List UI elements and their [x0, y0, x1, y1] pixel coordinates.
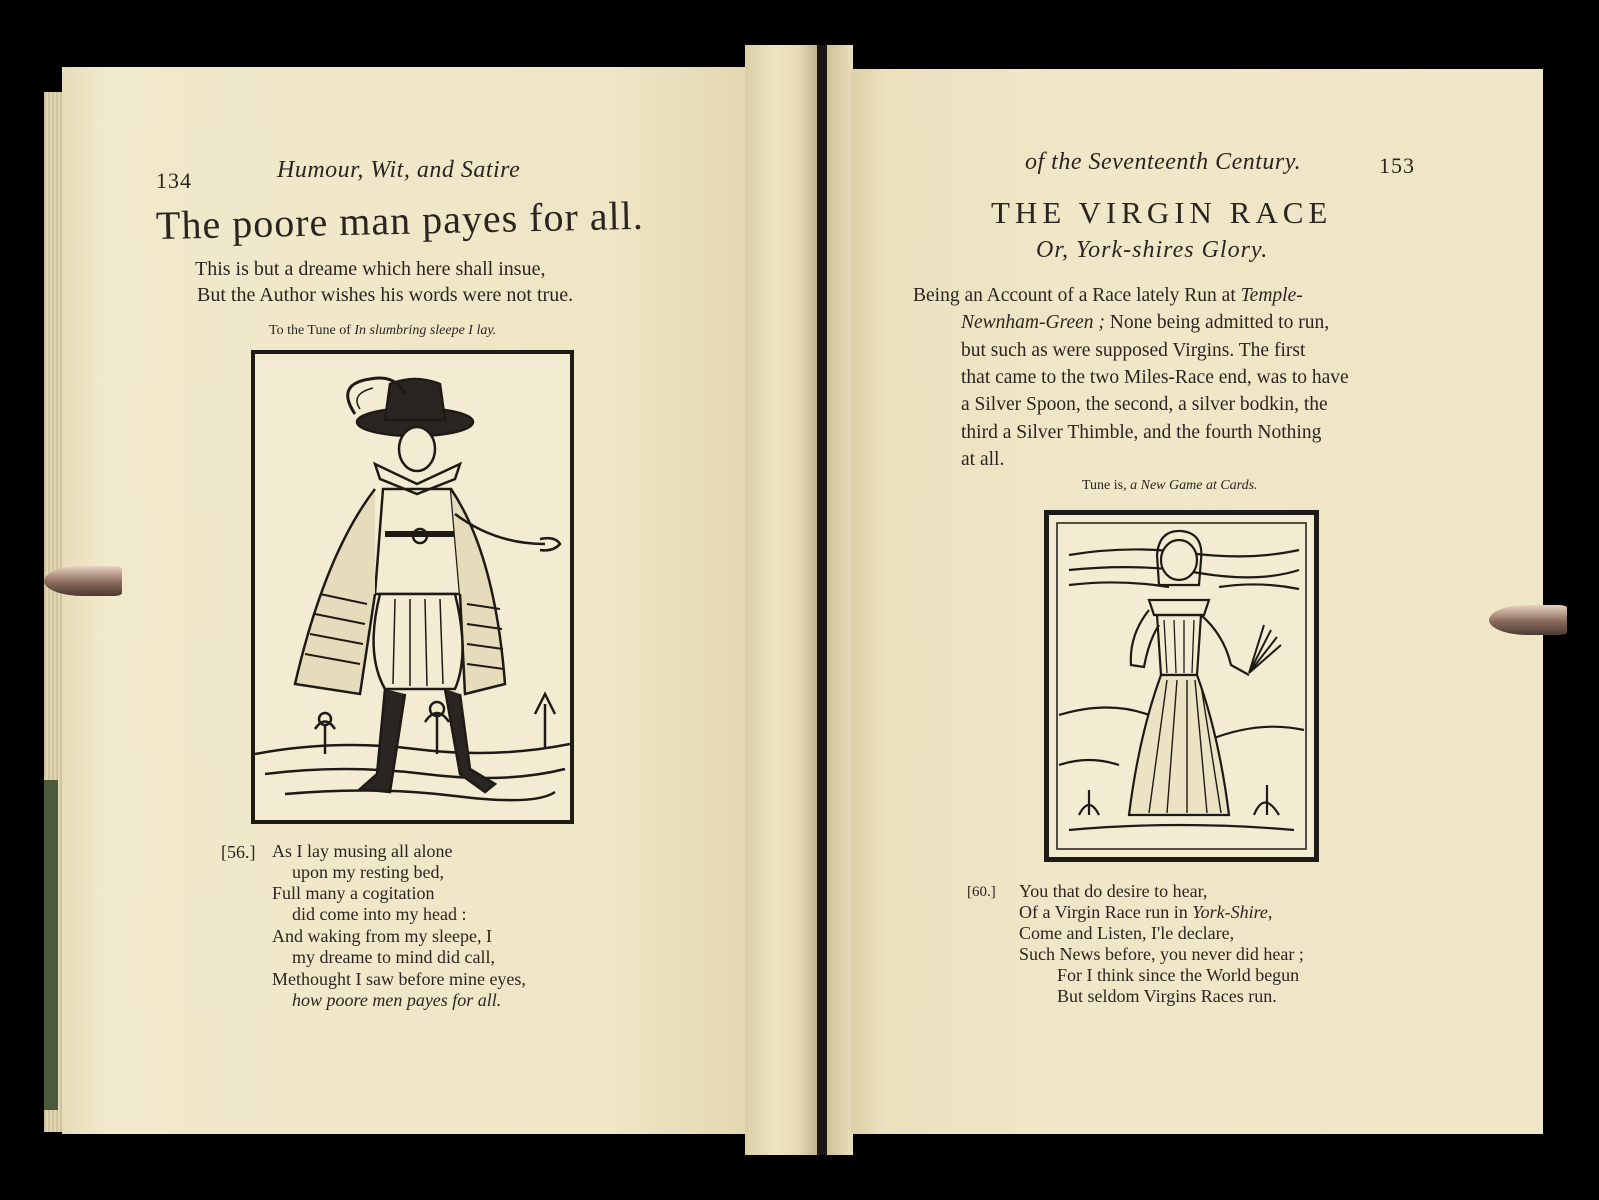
right-verse-line-4: Such News before, you never did hear ;: [1019, 944, 1304, 964]
page-clip-left: [44, 566, 122, 596]
left-folio: 134: [156, 168, 192, 193]
right-verse-line-2-italic: York-Shire,: [1192, 902, 1273, 922]
woodcut-gentleman-illustration: [255, 354, 570, 820]
left-verse-line-8: how poore men payes for all.: [292, 990, 502, 1010]
gutter-right-fold: [827, 45, 853, 1155]
right-verse-number: [60.]: [967, 884, 996, 900]
woodcut-maiden-illustration: [1049, 515, 1314, 857]
left-page: [62, 67, 745, 1134]
right-verse-line-6: But seldom Virgins Races run.: [1057, 986, 1277, 1006]
right-title: THE VIRGIN RACE: [991, 195, 1333, 230]
right-verse-line-2: [1019, 902, 1272, 924]
left-tune-name: In slumbring sleepe I lay.: [354, 323, 497, 338]
description-line-1-text: Being an Account of a Race lately Run at: [913, 285, 1241, 306]
right-verse-line-3: Come and Listen, I'le declare,: [1019, 923, 1235, 943]
left-tune-prefix: To the Tune of: [269, 323, 351, 338]
left-subtitle-line-2: But the Author wishes his words were not true.: [197, 284, 574, 306]
description-line-1: [913, 282, 1303, 309]
left-verse-line-4: did come into my head :: [292, 904, 467, 924]
woodcut-gentleman: [251, 350, 574, 824]
description-line-4: that came to the two Miles-Race end, was to have: [961, 367, 1349, 388]
description-line-6: third a Silver Thimble, and the fourth Nothing: [961, 422, 1322, 443]
gutter-shadow: [817, 45, 827, 1155]
left-verse-line-3: Full many a cogitation: [272, 883, 435, 903]
left-verse-line-1: As I lay musing all alone: [272, 841, 453, 861]
right-subtitle: Or, York-shires Glory.: [1036, 237, 1269, 263]
book-gutter: [745, 45, 817, 1155]
right-running-head: of the Seventeenth Century.: [1025, 149, 1302, 175]
book-cover-edge: [44, 780, 58, 1110]
right-tune-prefix: Tune is,: [1082, 478, 1127, 493]
description-line-2-italic: Newnham-Green ;: [961, 312, 1105, 333]
right-verse-line-1: You that do desire to hear,: [1019, 881, 1208, 901]
left-subtitle-line-1: This is but a dreame which here shall insue,: [195, 258, 546, 280]
page-clip-right: [1489, 605, 1567, 635]
description-line-2-text: None being admitted to run,: [1104, 312, 1330, 333]
left-running-head: Humour, Wit, and Satire: [277, 157, 521, 183]
left-verse-line-5: And waking from my sleepe, I: [272, 926, 492, 946]
description-line-7: at all.: [961, 449, 1005, 470]
left-verse-line-7: Methought I saw before mine eyes,: [272, 969, 526, 989]
description-line-2: [961, 309, 1329, 336]
left-title: The poore man payes for all.: [155, 192, 645, 248]
right-verse-line-2-text: Of a Virgin Race run in: [1019, 902, 1193, 922]
description-line-5: a Silver Spoon, the second, a silver bodkin, the: [961, 394, 1328, 415]
right-verse-line-5: For I think since the World begun: [1057, 965, 1300, 985]
left-verse-line-2: upon my resting bed,: [292, 862, 444, 882]
left-verse-line-6: my dreame to mind did call,: [292, 947, 495, 967]
right-page: [851, 69, 1543, 1134]
right-tune-line: [1082, 478, 1258, 494]
description-line-1-italic: Temple-: [1240, 285, 1303, 306]
right-tune-name: a New Game at Cards.: [1130, 478, 1258, 493]
description-line-3: but such as were supposed Virgins. The first: [961, 340, 1306, 361]
woodcut-maiden: [1044, 510, 1319, 862]
left-tune-line: [269, 323, 496, 339]
left-verse-number: [56.]: [221, 842, 256, 862]
right-folio: 153: [1379, 153, 1415, 178]
